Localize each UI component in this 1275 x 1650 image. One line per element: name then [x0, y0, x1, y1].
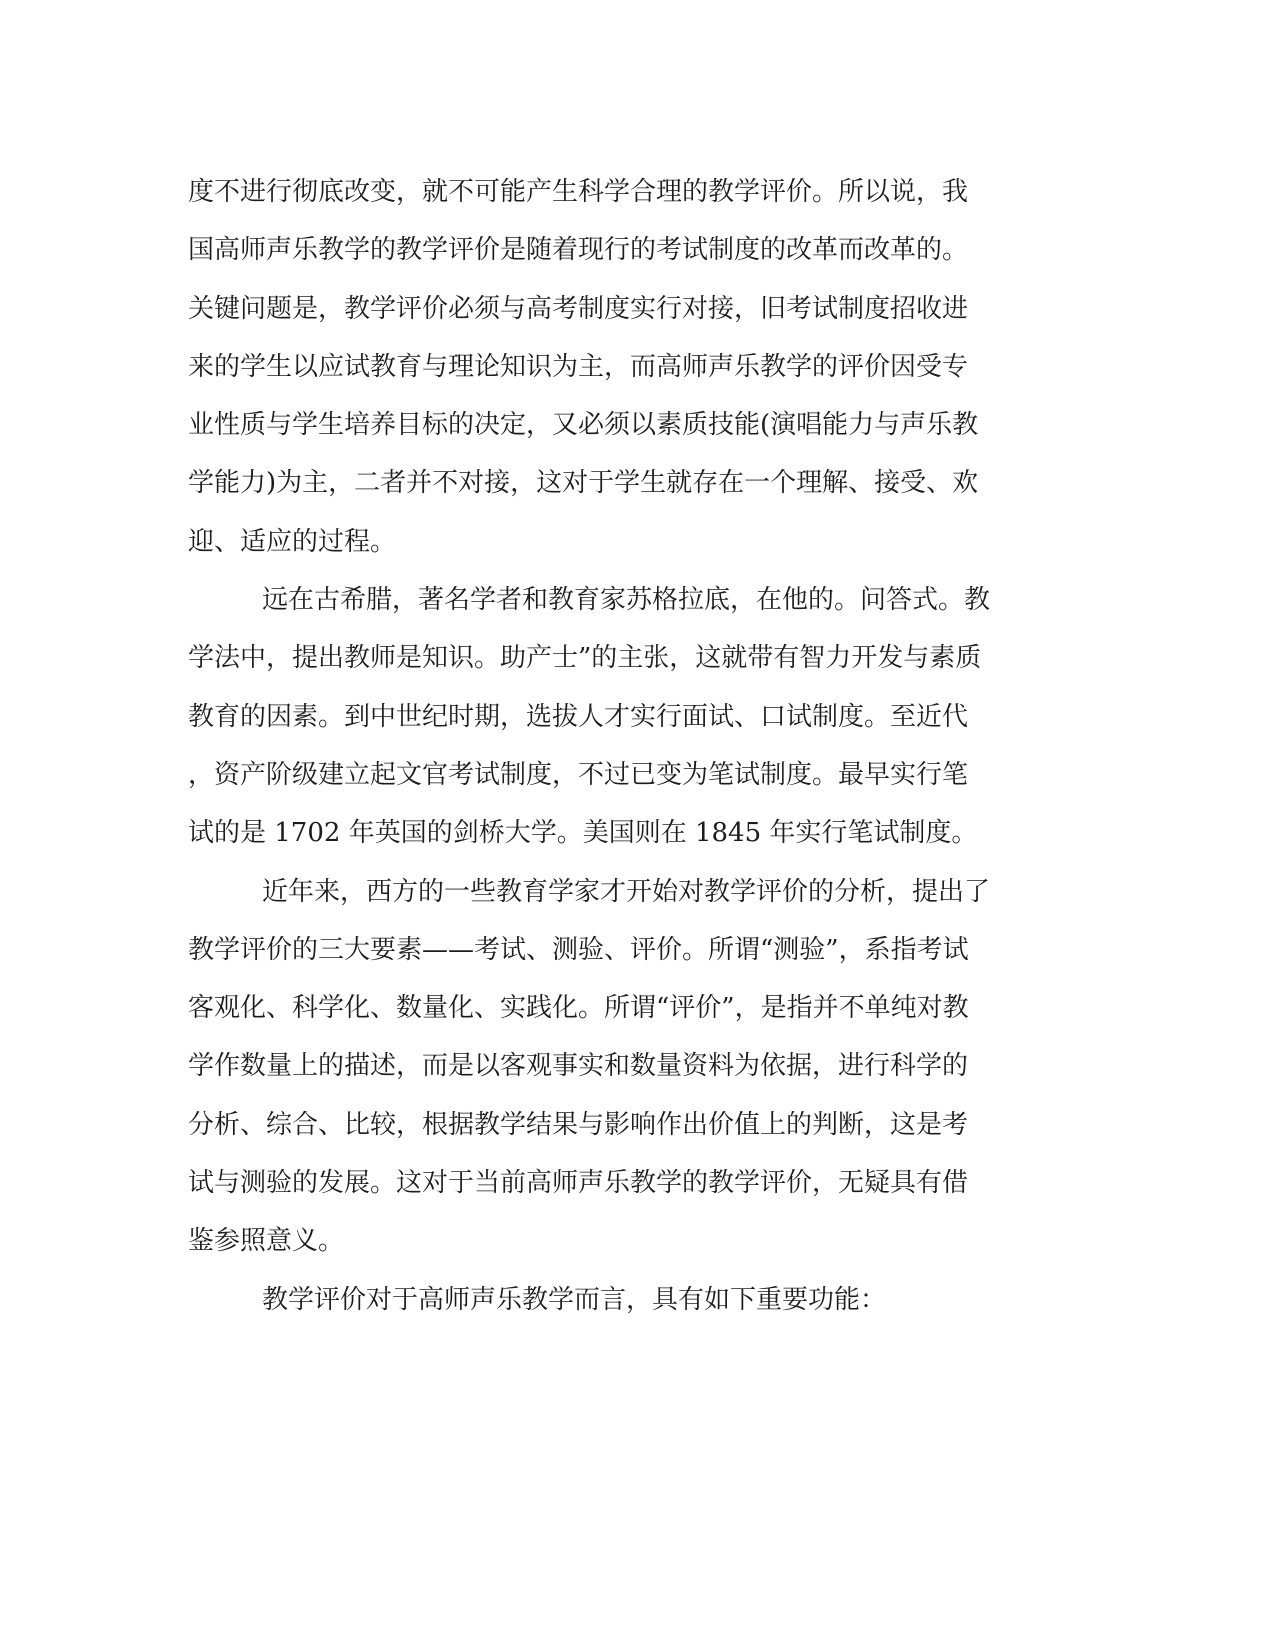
text-line: 客观化、科学化、数量化、实践化。所谓“评价”，是指并不单纯对教 — [188, 993, 969, 1024]
document-body — [188, 163, 1088, 1329]
text-line: 教育的因素。到中世纪时期，选拔人才实行面试、口试制度。至近代 — [188, 701, 969, 732]
text-line: 分析、综合、比较，根据教学结果与影响作出价值上的判断，这是考 — [188, 1109, 969, 1140]
text-line: 试的是 1702 年英国的剑桥大学。美国则在 1845 年实行笔试制度。 — [188, 818, 978, 849]
paragraph-3 — [188, 863, 1088, 1271]
text-line: 学作数量上的描述，而是以客观事实和数量资料为依据，进行科学的 — [188, 1051, 969, 1082]
text-line: 来的学生以应试教育与理论知识为主，而高师声乐教学的评价因受专 — [188, 351, 969, 382]
paragraph-2 — [188, 571, 1088, 862]
text-line: 远在古希腊，著名学者和教育家苏格拉底，在他的。问答式。教 — [262, 585, 991, 616]
text-line: 度不进行彻底改变，就不可能产生科学合理的教学评价。所以说，我 — [188, 177, 969, 207]
text-line: 教学评价的三大要素——考试、测验、评价。所谓“测验”，系指考试 — [188, 934, 969, 965]
text-line: 近年来，西方的一些教育学家才开始对教学评价的分析，提出了 — [262, 876, 991, 907]
text-line: 关键问题是，教学评价必须与高考制度实行对接，旧考试制度招收进 — [188, 293, 969, 324]
text-line: ，资产阶级建立起文官考试制度，不过已变为笔试制度。最早实行笔 — [188, 759, 969, 790]
text-line: 试与测验的发展。这对于当前高师声乐教学的教学评价，无疑具有借 — [188, 1168, 969, 1199]
text-line: 国高师声乐教学的教学评价是随着现行的考试制度的改革而改革的。 — [188, 235, 969, 266]
text-line: 教学评价对于高师声乐教学而言，具有如下重要功能： — [262, 1284, 887, 1315]
paragraph-4 — [188, 1271, 1088, 1329]
text-line: 鉴参照意义。 — [188, 1226, 345, 1257]
text-line: 迎、适应的过程。 — [188, 526, 397, 557]
text-line: 业性质与学生培养目标的决定，又必须以素质技能(演唱能力与声乐教 — [188, 410, 979, 441]
paragraph-1 — [188, 163, 1088, 571]
text-line: 学法中，提出教师是知识。助产士”的主张，这就带有智力开发与素质 — [188, 643, 982, 674]
text-line: 学能力)为主，二者并不对接，这对于学生就存在一个理解、接受、欢 — [188, 468, 979, 499]
